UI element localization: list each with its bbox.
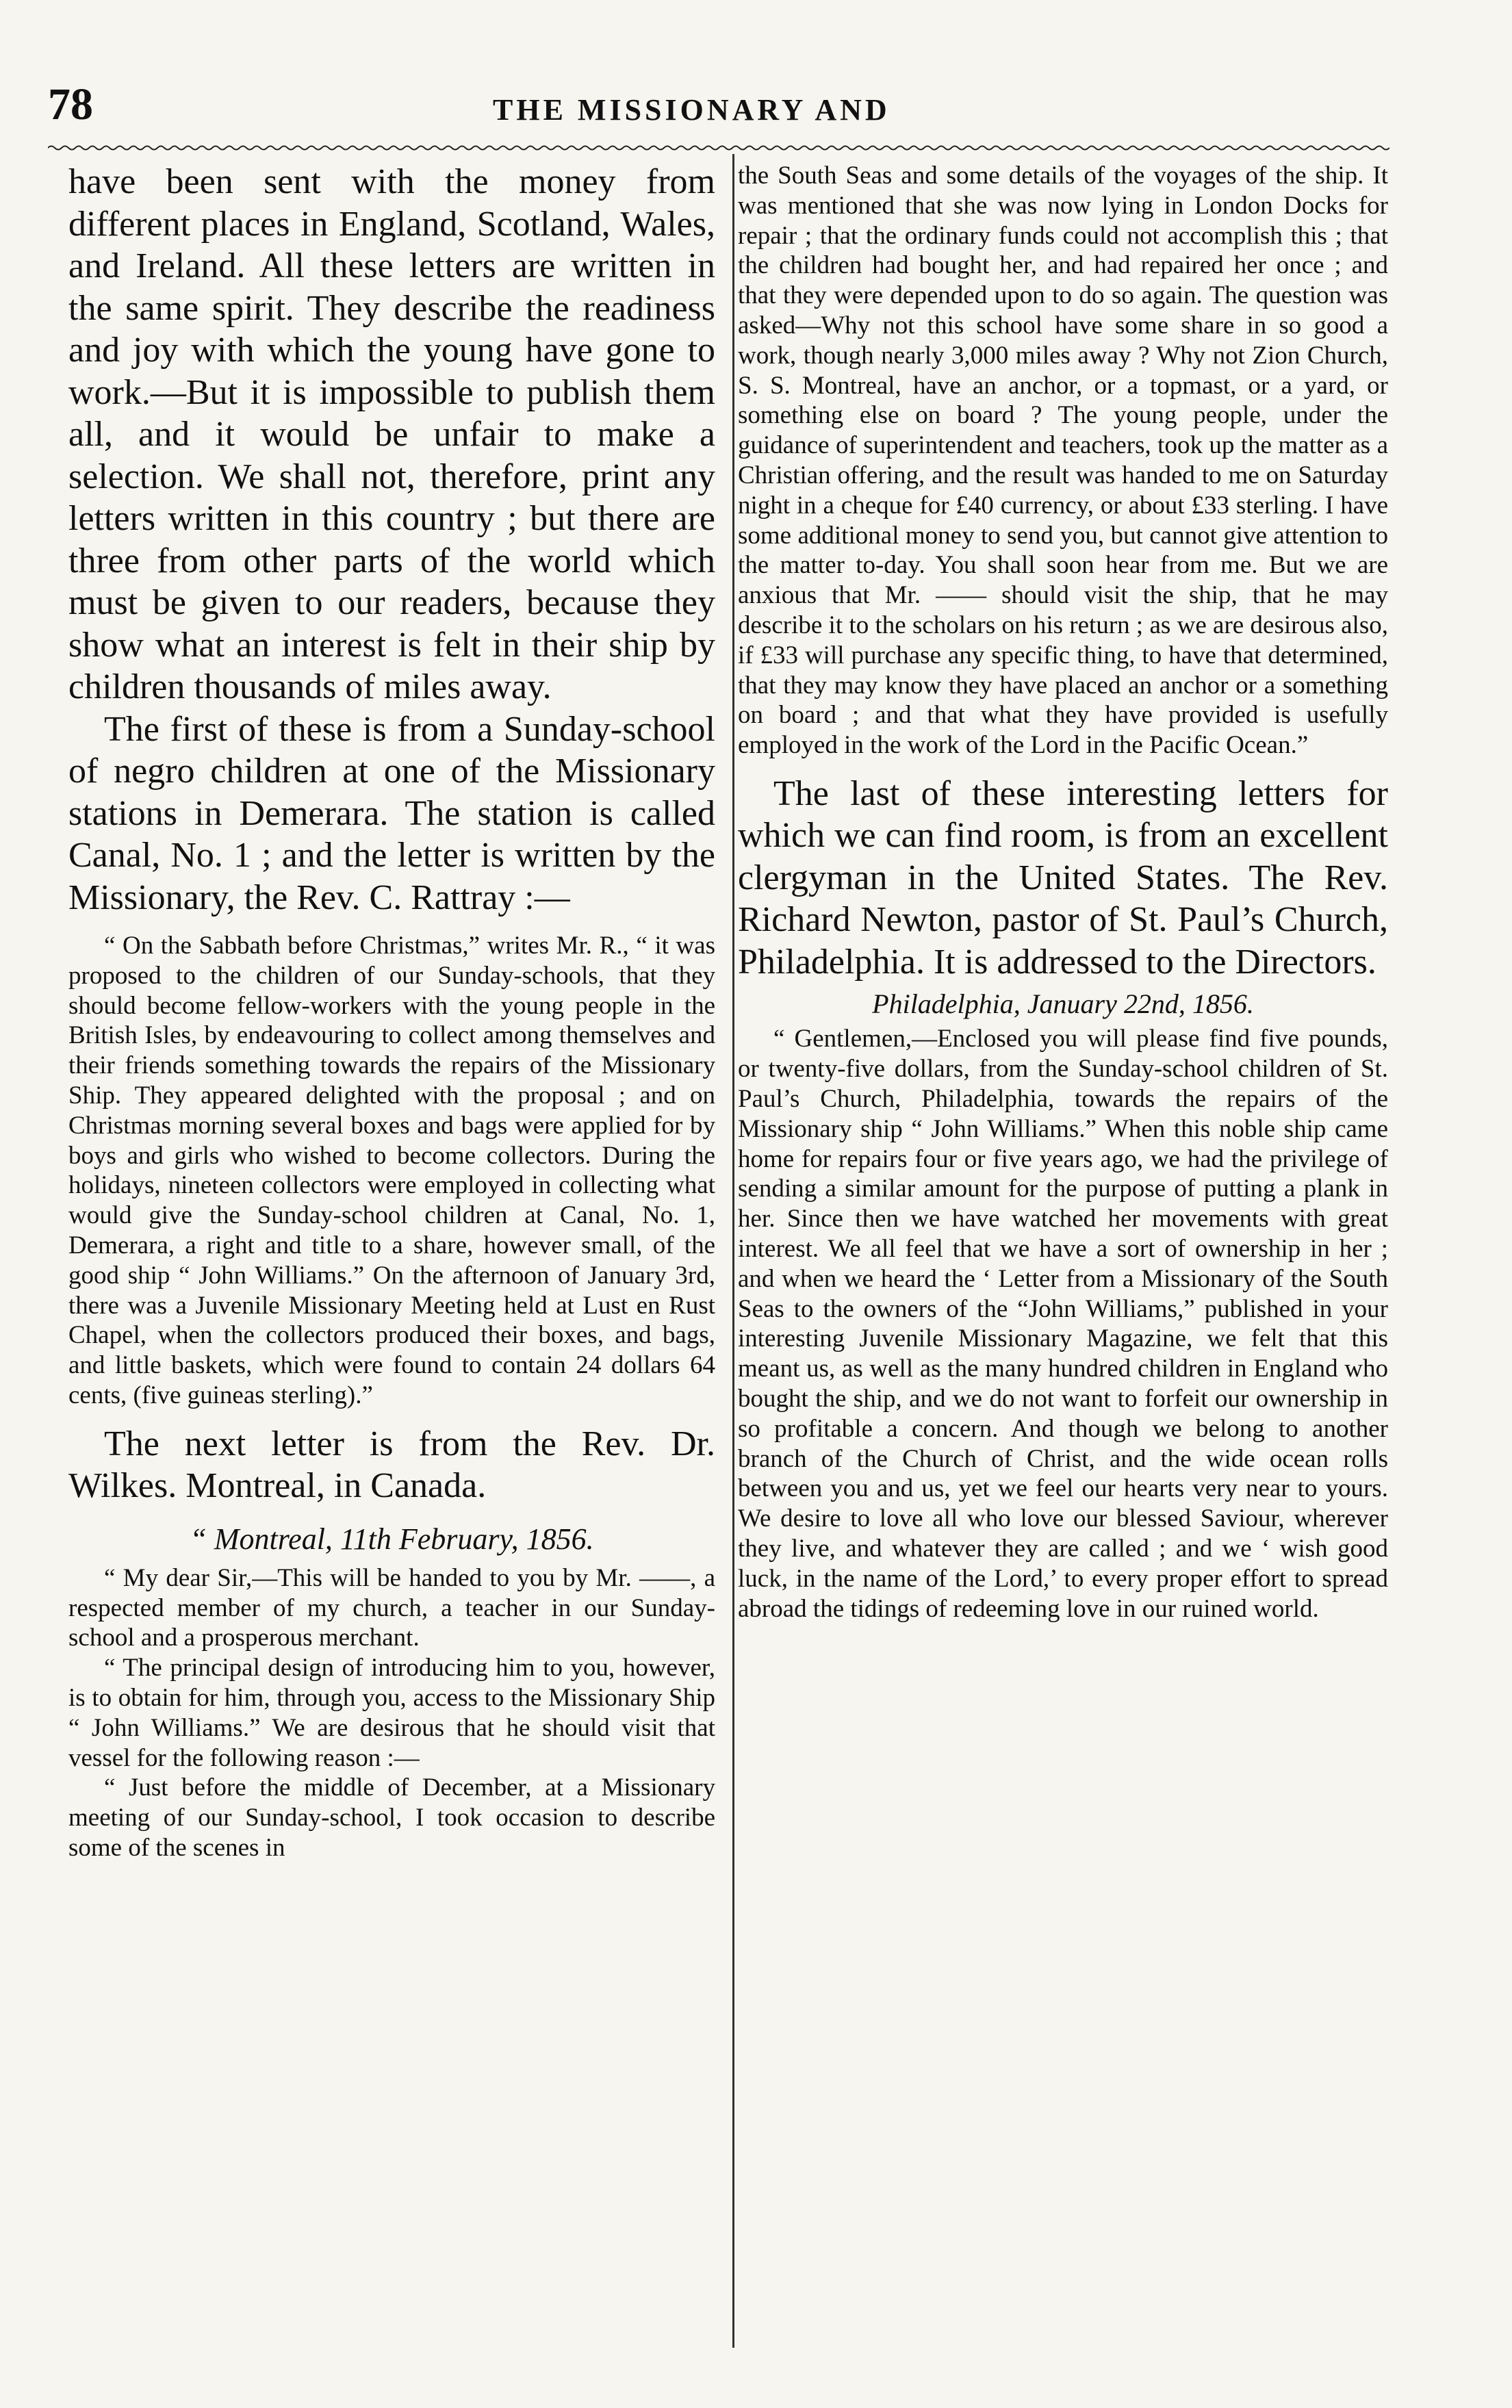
spacer [68,919,715,931]
left-paragraph-1: have been sent with the money from different places in England, Scotland, Wales, and Ireland. All these letters are written in the same spirit. They describe the readiness and joy with which the young have gone to work.—But it is impossible to publish them all, and it would be unfair to make a selection. We shall not, therefore, print any letters written in this country ; but there are three from other parts of the world which must be given to our readers, because they show what an interest is felt in their ship by children thousands of miles away. [68,162,715,706]
left-paragraph-rattray-letter: “ On the Sabbath before Christmas,” writes Mr. R., “ it was proposed to the children of our Sunday-schools, that they should become fellow-workers with the young people in the British Isles, by endeavouring to collect among themselves and their friends something towards the repairs of the Missionary Ship. They appeared delighted with the proposal ; and on Christmas morning several boxes and bags were applied for by boys and girls who wished to become collectors. During the holidays, nineteen collectors were employed in collecting what would give the Sunday-school children at Canal, No. 1, Demerara, a right and title to a share, however small, of the good ship “ John Williams.” On the afternoon of January 3rd, there was a Juvenile Missionary Meeting held at Lust en Rust Chapel, when the collectors produced their boxes, and bags, and little baskets, which were found to contain 24 dollars 64 cents, (five guineas sterling).” [68,932,715,1409]
spacer [738,760,1388,773]
page-number: 78 [48,79,93,129]
right-paragraph-wilkes-continued: the South Seas and some details of the voyages of the ship. It was mentioned that she was now lying in London Docks for repair ; that the ordinary funds could not accomplish this ; that the children had bought her, and had repaired her once ; and that they were depended upon to do so again. The question was asked—Why not this school have some share in so good a work, though nearly 3,000 miles away ? Why not Zion Church, S. S. Montreal, have an anchor, or a topmast, or a yard, or something else on board ? The young people, under the guidance of superintendent and teachers, took up the matter as a Christian offering, and the result was handed to me on Saturday night in a cheque for £40 currency, or about £33 sterling. I have some additional money to send you, but cannot give attention to the matter to-day. You shall soon hear from me. But we are anxious that Mr. —— should visit the ship, that he may describe it to the scholars on his return ; as we are desirous also, if £33 will purchase any specific thing, to have that determined, that they may know they have placed an anchor or a something on board ; and that what they have provided is usefully employed in the work of the Lord in the Pacific Ocean.” [738,162,1388,760]
left-paragraph-salutation: “ My dear Sir,—This will be handed to you by Mr. ——, a respected member of my church, a teacher in our Sunday-school and a prosperous merchant. [68,1563,715,1652]
left-paragraph-wilkes-intro: The next letter is from the Rev. Dr. Wilkes. Montreal, in Canada. [68,1424,715,1506]
column-divider [732,154,734,2348]
montreal-dateline: “ Montreal, 11th February, 1856. [190,1522,594,1556]
right-paragraph-newton-intro: The last of these interesting letters for which we can find room, is from an excellent clergyman in the United States. The Rev. Richard Newton, pastor of St. Paul’s Church, Philadelphia. It is addressed to the Directors. [738,773,1388,982]
spacer [68,1411,715,1423]
page-header [48,79,1389,154]
right-column [738,161,1388,1624]
wavy-header-rule [48,144,1389,152]
left-paragraph-december: “ Just before the middle of December, at a Missionary meeting of our Sunday-school, I took occasion to describe some of the scenes in [68,1773,715,1862]
left-paragraph-design: “ The principal design of introducing him to you, however, is to obtain for him, through you, access to the Missionary Ship “ John Williams.” We are desirous that he should visit that vessel for the following reason :— [68,1654,715,1772]
left-paragraph-2: The first of these is from a Sunday-school of negro children at one of the Missionary stations in Demerara. The station is called Canal, No. 1 ; and the letter is written by the Missionary, the Rev. C. Rattray :— [68,709,715,917]
running-head: THE MISSIONARY AND [493,93,890,127]
right-paragraph-newton-letter: “ Gentlemen,—Enclosed you will please find five pounds, or twenty-five dollars, from the Sunday-school children of St. Paul’s Church, Philadelphia, towards the repairs of the Missionary ship “ John Williams.” When this noble ship came home for repairs four or five years ago, we had the privilege of sending a similar amount for the purpose of putting a plank in her. Since then we have watched her movements with great interest. We all feel that we have a sort of ownership in her ; and when we heard the ‘ Letter from a Missionary of the South Seas to the owners of the “John Williams,” published in your interesting Juvenile Missionary Magazine, we felt that this meant us, as well as the many hundred children in England who bought the ship, and we do not want to forfeit our ownership in so profitable a concern. And though we belong to another branch of the Church of Christ, and the wide ocean rolls between you and us, yet we feel our hearts very near to yours. We desire to love all who love our blessed Saviour, wherever they live, and whatever they are called ; and we ‘ wish good luck, in the name of the Lord,’ to every proper effort to spread abroad the tidings of redeeming love in our ruined world. [738,1025,1388,1623]
left-column [68,161,715,1863]
philadelphia-dateline: Philadelphia, January 22nd, 1856. [872,988,1254,1020]
